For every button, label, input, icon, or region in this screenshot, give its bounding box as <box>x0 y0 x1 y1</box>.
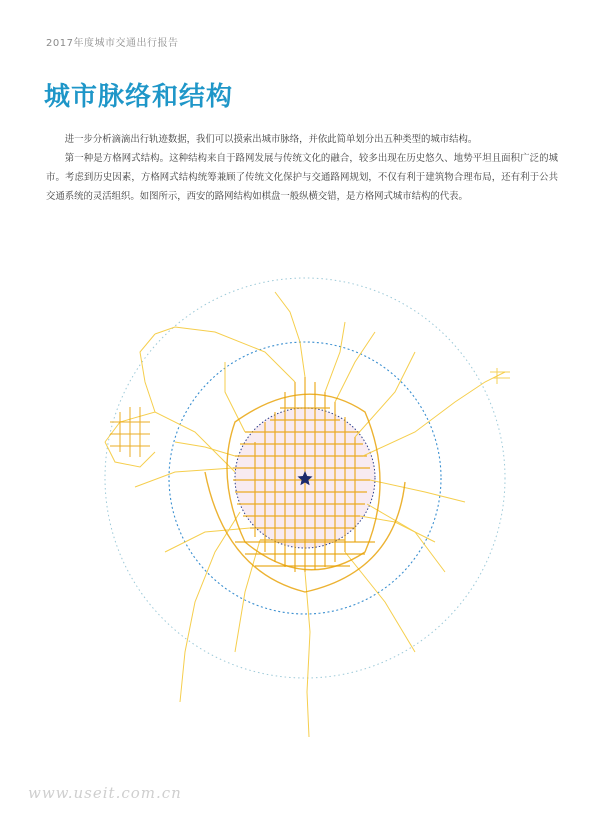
road-network-svg <box>95 272 515 740</box>
report-header: 2017年度城市交通出行报告 <box>46 38 179 49</box>
intro-paragraph: 进一步分析滴滴出行轨迹数据，我们可以摸索出城市脉络，并依此简单划分出五种类型的城市结构。 <box>64 134 478 145</box>
grid-structure-paragraph: 第一种是方格网式结构。这种结构来自于路网发展与传统文化的融合，较多出现在历史悠久、地势平坦且面积广泛的城市。考虑到历史因素，方格网式结构统筹兼顾了传统文化保护与交通路网规划，不仅有利于建筑物合理布局，还有利于公共交通系统的灵活组织。如图所示，西安的路网结构如棋盘一般纵横交错，是方格网式城市结构的代表。 <box>46 153 558 202</box>
west-cluster <box>110 407 150 457</box>
watermark: www.useit.com.cn <box>28 784 182 802</box>
page-title: 城市脉络和结构 <box>44 82 234 112</box>
body-text <box>46 130 558 206</box>
road-network-map <box>95 272 515 740</box>
east-cluster <box>490 368 510 384</box>
